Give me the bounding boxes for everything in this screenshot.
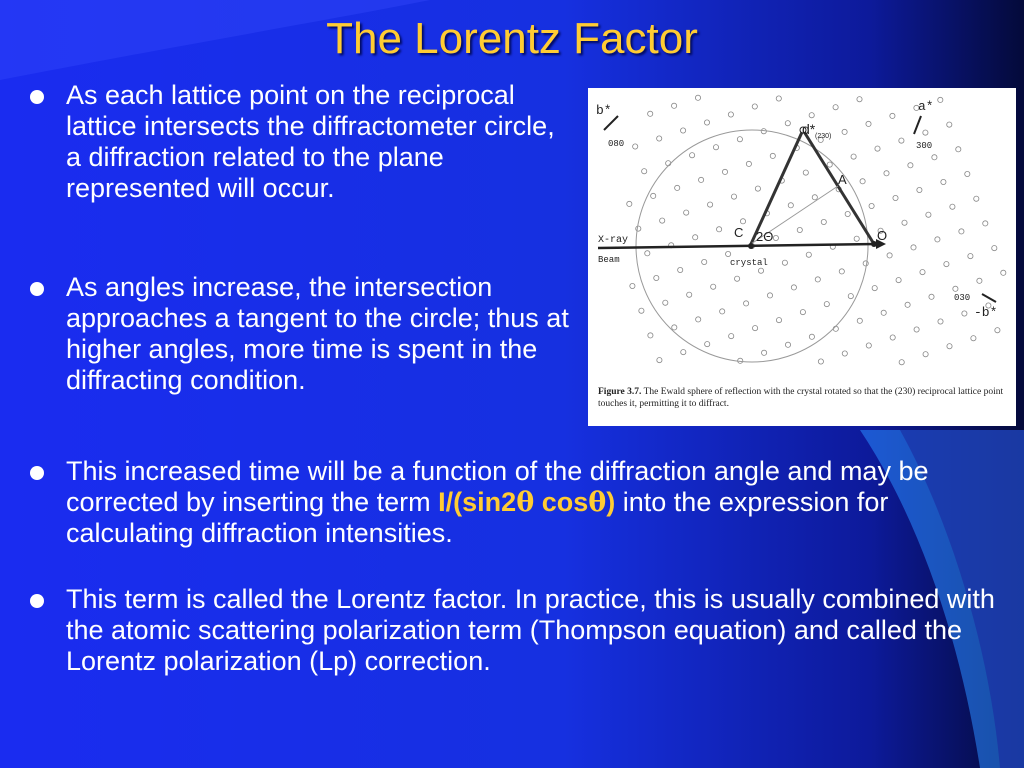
lattice-point	[672, 103, 677, 108]
lattice-point	[681, 350, 686, 355]
lorentz-term: I/(sin2θ cosθ)	[438, 487, 616, 518]
lattice-point	[851, 154, 856, 159]
label-030: 030	[954, 293, 971, 303]
lattice-point	[914, 327, 919, 332]
lattice-point	[872, 286, 877, 291]
lattice-point	[660, 218, 665, 223]
lattice-point	[767, 293, 772, 298]
lattice-point	[702, 259, 707, 264]
lattice-point	[693, 235, 698, 240]
lattice-point	[974, 196, 979, 201]
label-crystal: crystal	[730, 258, 768, 268]
lattice-point	[983, 221, 988, 226]
lattice-point	[753, 326, 758, 331]
crystal-point	[748, 243, 754, 249]
lattice-point	[713, 145, 718, 150]
label-300: 300	[916, 141, 933, 151]
lattice-point	[633, 144, 638, 149]
lattice-point	[720, 309, 725, 314]
lattice-point	[737, 137, 742, 142]
label-beam: Beam	[598, 255, 620, 265]
lattice-point	[695, 95, 700, 100]
lattice-point	[917, 187, 922, 192]
lattice-point	[824, 302, 829, 307]
ewald-diagram	[588, 88, 1016, 426]
lattice-point	[803, 170, 808, 175]
lattice-point	[842, 129, 847, 134]
lattice-point	[833, 105, 838, 110]
lattice-point	[785, 342, 790, 347]
lattice-point	[627, 201, 632, 206]
lattice-point	[746, 161, 751, 166]
lattice-point	[947, 344, 952, 349]
lattice-point	[845, 211, 850, 216]
lattice-point	[812, 195, 817, 200]
lattice-point	[887, 253, 892, 258]
label-o: O	[877, 228, 888, 243]
lattice-point	[857, 97, 862, 102]
lattice-point	[863, 261, 868, 266]
lattice-point	[642, 169, 647, 174]
label-080: 080	[608, 139, 625, 149]
lattice-point	[735, 276, 740, 281]
lattice-point	[929, 294, 934, 299]
lattice-point	[788, 203, 793, 208]
lattice-point	[651, 193, 656, 198]
lattice-point	[726, 251, 731, 256]
label-230: (230)	[815, 133, 832, 140]
figure-caption	[598, 386, 1010, 410]
lattice-point	[854, 236, 859, 241]
lattice-point	[791, 285, 796, 290]
lattice-point	[704, 120, 709, 125]
lattice-point	[911, 245, 916, 250]
lattice-point	[636, 226, 641, 231]
lattice-point	[672, 325, 677, 330]
lattice-point	[818, 359, 823, 364]
lattice-point	[800, 310, 805, 315]
lattice-point	[731, 194, 736, 199]
lattice-point	[699, 177, 704, 182]
lattice-point	[705, 342, 710, 347]
lattice-point	[675, 185, 680, 190]
lattice-point	[866, 121, 871, 126]
lattice-point	[1001, 270, 1006, 275]
bullet-3-text-before: This increased time will be a function of the diffraction angle and may be corrected by inserting the term	[66, 456, 929, 517]
lattice-point	[884, 171, 889, 176]
lattice-point	[902, 220, 907, 225]
lattice-point	[696, 317, 701, 322]
label-a-star: a*	[918, 99, 934, 114]
lattice-point	[797, 227, 802, 232]
lattice-point	[899, 360, 904, 365]
lattice-point	[755, 186, 760, 191]
lattice-point	[729, 334, 734, 339]
lattice-point	[815, 277, 820, 282]
lattice-point	[639, 308, 644, 313]
bullet-dot	[30, 90, 44, 104]
bullet-4	[66, 584, 996, 677]
lattice-point	[935, 237, 940, 242]
bullet-dot	[30, 594, 44, 608]
lattice-point	[965, 171, 970, 176]
lattice-point	[956, 147, 961, 152]
lattice-point	[708, 202, 713, 207]
lattice-point	[890, 113, 895, 118]
lattice-point	[947, 122, 952, 127]
bullet-4-text: This term is called the Lorentz factor. In practice, this is usually combined with the atomic scattering polarization term (Thompson equation) and called the Lorentz polarization (Lp) correction.	[66, 584, 995, 676]
bullet-dot	[30, 282, 44, 296]
lattice-point	[941, 179, 946, 184]
lattice-point	[645, 251, 650, 256]
lattice-point	[806, 252, 811, 257]
lattice-point	[881, 310, 886, 315]
bullet-3	[66, 456, 996, 549]
label-2theta: 2Θ	[756, 229, 774, 244]
lattice-point	[827, 162, 832, 167]
lattice-point	[776, 318, 781, 323]
bullet-dot	[30, 466, 44, 480]
lattice-point	[770, 153, 775, 158]
lattice-point	[663, 300, 668, 305]
lattice-point	[977, 278, 982, 283]
bullet-2-text: As angles increase, the intersection approaches a tangent to the circle; thus at higher angles, more time is spent in the diffracting condition.	[66, 272, 569, 395]
lattice-point	[938, 97, 943, 102]
b-star-arrow	[604, 116, 618, 130]
lattice-point	[938, 319, 943, 324]
label-b-star: b*	[596, 103, 612, 118]
lattice-point	[896, 278, 901, 283]
lattice-point	[684, 210, 689, 215]
lattice-point	[648, 111, 653, 116]
a-star-arrow	[914, 116, 921, 134]
lattice-point	[971, 336, 976, 341]
lattice-point	[848, 294, 853, 299]
lattice-point	[950, 204, 955, 209]
lattice-point	[678, 267, 683, 272]
lattice-point	[666, 161, 671, 166]
lattice-point	[995, 328, 1000, 333]
lattice-point	[687, 292, 692, 297]
neg-b-star-arrow	[982, 294, 996, 302]
lattice-point	[962, 311, 967, 316]
lattice-point	[905, 302, 910, 307]
lattice-point	[857, 318, 862, 323]
lattice-point	[893, 195, 898, 200]
bullet-2	[66, 272, 576, 396]
lattice-point	[890, 335, 895, 340]
lattice-point	[657, 136, 662, 141]
bullet-1-text: As each lattice point on the reciprocal lattice intersects the diffractometer circle, a diffraction related to the plane represented will occur.	[66, 80, 555, 203]
lattice-point	[875, 146, 880, 151]
lattice-point	[920, 270, 925, 275]
label-d-star: d*	[802, 121, 816, 137]
lattice-point	[690, 153, 695, 158]
lattice-point	[953, 286, 958, 291]
slide-title: The Lorentz Factor	[326, 14, 698, 63]
lattice-point	[717, 227, 722, 232]
lattice-point	[968, 254, 973, 259]
lattice-point	[785, 121, 790, 126]
lattice-point	[809, 113, 814, 118]
ewald-sphere-figure	[588, 88, 1016, 426]
lattice-point	[752, 104, 757, 109]
bullet-1	[66, 80, 566, 204]
lattice-point	[899, 138, 904, 143]
lattice-point	[926, 212, 931, 217]
lattice-point	[923, 352, 928, 357]
label-neg-b-star: -b*	[974, 305, 998, 320]
lattice-point	[842, 351, 847, 356]
lattice-point	[758, 268, 763, 273]
lattice-point	[776, 96, 781, 101]
label-c: C	[734, 225, 744, 240]
lattice-point	[681, 128, 686, 133]
lattice-point	[654, 275, 659, 280]
lattice-point	[782, 260, 787, 265]
lattice-point	[959, 229, 964, 234]
lattice-point	[908, 163, 913, 168]
lattice-point	[657, 358, 662, 363]
lattice-point	[744, 301, 749, 306]
lattice-point	[860, 179, 865, 184]
lattice-point	[711, 284, 716, 289]
triangle-side-d-o	[803, 130, 874, 244]
lattice-point	[821, 219, 826, 224]
lattice-point	[833, 326, 838, 331]
lattice-point	[866, 343, 871, 348]
lattice-point	[809, 334, 814, 339]
caption-text: The Ewald sphere of reflection with the crystal rotated so that the (230) reciprocal lattice point touches it, permitting it to diffract.	[598, 387, 1004, 409]
lattice-point	[648, 333, 653, 338]
lattice-point	[839, 269, 844, 274]
lattice-point	[869, 203, 874, 208]
lattice-point	[932, 155, 937, 160]
lattice-point	[740, 219, 745, 224]
lattice-point	[722, 169, 727, 174]
lattice-point	[944, 262, 949, 267]
lattice-point	[773, 235, 778, 240]
lattice-point	[762, 350, 767, 355]
lattice-point	[923, 130, 928, 135]
bullet-3-text-after: into the expression for calculating diffraction intensities.	[66, 487, 889, 548]
lattice-point	[992, 246, 997, 251]
caption-figure-number: Figure 3.7.	[598, 387, 642, 397]
label-a: A	[838, 172, 847, 187]
label-xray: X-ray	[598, 235, 629, 246]
lattice-point	[630, 283, 635, 288]
lattice-point	[728, 112, 733, 117]
